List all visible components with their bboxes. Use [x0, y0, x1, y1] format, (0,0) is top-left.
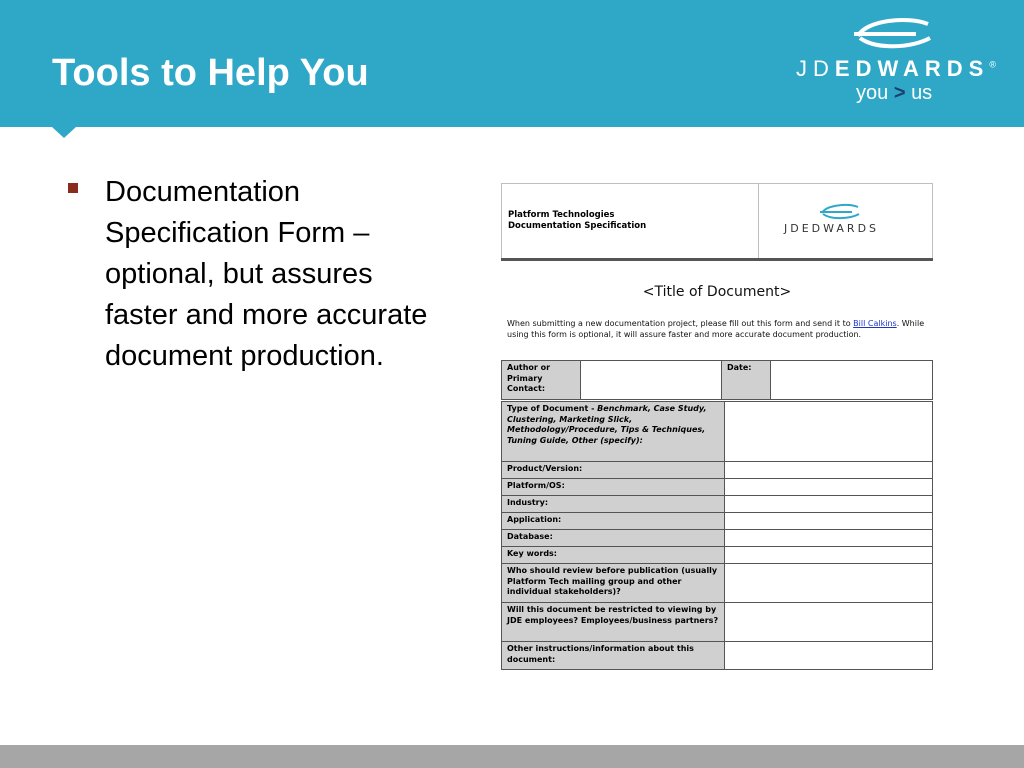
restriction-field[interactable]	[725, 603, 933, 642]
form-logo	[784, 202, 914, 242]
specification-table	[501, 401, 933, 670]
form-header-rule	[501, 258, 933, 261]
document-title: <Title of Document>	[642, 284, 792, 300]
title-banner	[0, 0, 1024, 127]
type-of-document-field[interactable]	[725, 402, 933, 462]
documentation-spec-form-image	[501, 183, 933, 668]
key-words-field[interactable]	[725, 547, 933, 564]
reviewers-field[interactable]	[725, 564, 933, 603]
database-field[interactable]	[725, 530, 933, 547]
author-field[interactable]	[581, 361, 722, 400]
slide-title: Tools to Help You	[52, 52, 369, 94]
application-field[interactable]	[725, 513, 933, 530]
application-label: Application:	[502, 513, 725, 530]
swoosh-logo-icon	[816, 202, 862, 220]
form-header	[501, 183, 933, 259]
product-version-field[interactable]	[725, 462, 933, 479]
reviewers-label: Who should review before publication (usually Platform Tech mailing group and other individual stakeholders)?	[502, 564, 725, 603]
author-date-table	[501, 360, 933, 400]
form-header-title: Platform Technologies Documentation Specification	[508, 210, 647, 231]
industry-label: Industry:	[502, 496, 725, 513]
banner-notch	[52, 127, 76, 138]
square-bullet-icon	[68, 183, 78, 193]
key-words-label: Key words:	[502, 547, 725, 564]
swoosh-logo-icon	[846, 14, 936, 50]
platform-os-label: Platform/OS:	[502, 479, 725, 496]
form-logo-wordmark: JDEDWARDS	[784, 222, 880, 235]
author-label: Author or Primary Contact:	[502, 361, 581, 400]
product-version-label: Product/Version:	[502, 462, 725, 479]
date-label: Date:	[722, 361, 771, 400]
form-header-divider	[758, 184, 759, 258]
industry-field[interactable]	[725, 496, 933, 513]
type-of-document-label: Type of Document - Benchmark, Case Study, Clustering, Marketing Slick, Methodology/Procedure, Tips & Techniques, Tuning Guide, Other (specify):	[502, 402, 725, 462]
other-instructions-label: Other instructions/information about this document:	[502, 642, 725, 670]
bill-calkins-link[interactable]: Bill Calkins	[853, 319, 897, 328]
bullet-text: Documentation Specification Form – optional, but assures faster and more accurate document production.	[105, 176, 428, 372]
other-instructions-field[interactable]	[725, 642, 933, 670]
date-field[interactable]	[771, 361, 933, 400]
footer-bar	[0, 745, 1024, 768]
logo-wordmark: JDEDWARDS®	[796, 56, 996, 81]
database-label: Database:	[502, 530, 725, 547]
platform-os-field[interactable]	[725, 479, 933, 496]
form-intro: When submitting a new documentation project, please fill out this form and send it to Bill Calkins. While using this form is optional, it will assure faster and more accurate document production.	[507, 319, 925, 339]
logo-tagline: you > us	[856, 82, 933, 104]
jd-edwards-logo	[790, 14, 1010, 114]
restriction-label: Will this document be restricted to viewing by JDE employees? Employees/business partners?	[502, 603, 725, 642]
